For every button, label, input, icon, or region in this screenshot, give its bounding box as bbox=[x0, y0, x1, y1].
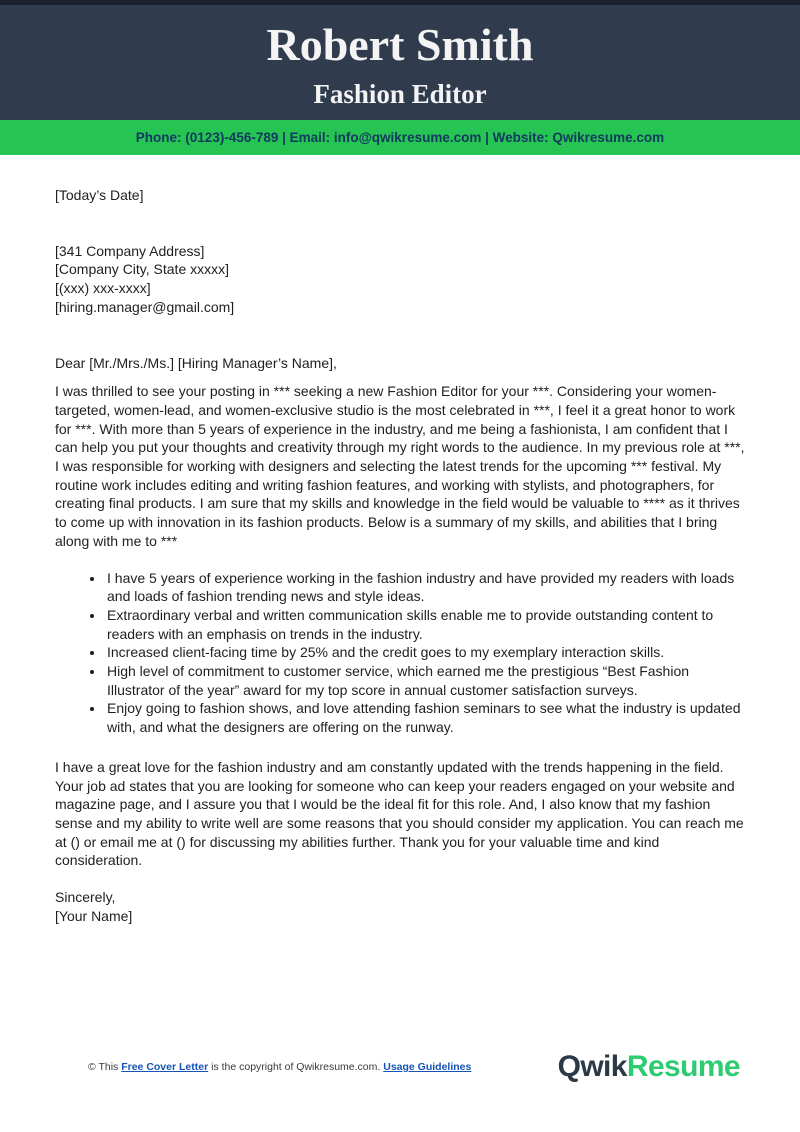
page-footer bbox=[0, 1052, 800, 1082]
address-line: [hiring.manager@gmail.com] bbox=[55, 298, 235, 315]
copyright-text bbox=[88, 1061, 471, 1073]
address-line: [(xxx) xxx-xxxx] bbox=[55, 280, 151, 297]
usage-guidelines-link[interactable]: Usage Guidelines bbox=[383, 1061, 472, 1073]
intro-paragraph: I was thrilled to see your posting in *** seeking a new Fashion Editor for your ***. Considering your women-targeted, women-lead, and women-exclusive studio is the most celebrated in ***, I feel it a great honor to work for ***. With more than 5 years of experience in the industry, and me being a fashionista, I am confident that I can help you put your thoughts and creativity through my right words to the audience. In my previous role at ***, I was responsible for working with designers and selecting the latest trends for the upcoming *** festival. My routine work includes editing and writing fashion features, and working with stylists, and photographers, for creating final products. I am sure that my skills and knowledge in the field would be valuable to **** as it thrives to come up with innovation in its fashion products. Below is a summary of my skills, and abilities that I bring along with me to *** bbox=[55, 383, 745, 549]
address-line: [Company City, State xxxxx] bbox=[55, 261, 230, 278]
contact-info-text: Phone: (0123)-456-789 | Email: info@qwikresume.com | Website: Qwikresume.com bbox=[135, 130, 665, 145]
copyright-middle: is the copyright of Qwikresume.com. bbox=[208, 1061, 384, 1073]
logo-resume-text: Resume bbox=[626, 1050, 740, 1083]
signoff-block bbox=[55, 888, 745, 925]
cover-letter-body bbox=[0, 186, 800, 926]
free-cover-letter-link[interactable]: Free Cover Letter bbox=[121, 1061, 209, 1073]
salutation: Dear [Mr./Mrs./Ms.] [Hiring Manager’s Name], bbox=[55, 354, 337, 371]
signoff: Sincerely, bbox=[55, 889, 116, 906]
candidate-name: Robert Smith bbox=[266, 19, 534, 70]
skills-bullet-item: • High level of commitment to customer service, which earned me the prestigious “Best Fashion Illustrator of the year” award for my top score in annual customer satisfaction surveys. bbox=[105, 662, 745, 699]
company-address-block bbox=[55, 242, 745, 317]
candidate-job-title: Fashion Editor bbox=[313, 79, 487, 109]
closing-paragraph: I have a great love for the fashion industry and am constantly updated with the trends happening in the field. Your job ad states that you are looking for someone who can keep your readers engaged on your website and magazine page, and I assure you that I would be the ideal fit for this role. And, I also know that my fashion sense and my ability to write well are some reasons that you should consider my application. You can reach me at () or email me at () for discussing my abilities further. Thank you for your valuable time and kind consideration. bbox=[55, 758, 744, 869]
skills-bullet-list bbox=[55, 569, 745, 737]
skills-bullet-item: • Increased client-facing time by 25% and the credit goes to my exemplary interaction skills. bbox=[105, 643, 745, 662]
skills-bullet-item: • Extraordinary verbal and written communication skills enable me to provide outstanding content to readers with an emphasis on trends in the industry. bbox=[105, 606, 745, 643]
address-line: [341 Company Address] bbox=[55, 242, 205, 259]
skills-bullet-item: • I have 5 years of experience working in the fashion industry and have provided my readers with loads and loads of fashion trending news and style ideas. bbox=[105, 569, 745, 606]
qwikresume-logo bbox=[558, 1052, 740, 1082]
letter-header bbox=[0, 0, 800, 120]
skills-bullet-item: • Enjoy going to fashion shows, and love attending fashion seminars to see what the industry is updated with, and what the designers are offering on the runway. bbox=[105, 699, 745, 736]
copyright-prefix: © This bbox=[88, 1061, 122, 1073]
date-placeholder: [Today’s Date] bbox=[55, 187, 144, 203]
signature-placeholder: [Your Name] bbox=[55, 907, 133, 924]
logo-qwik-text: Qwik bbox=[557, 1050, 627, 1083]
contact-info-bar bbox=[0, 120, 800, 155]
